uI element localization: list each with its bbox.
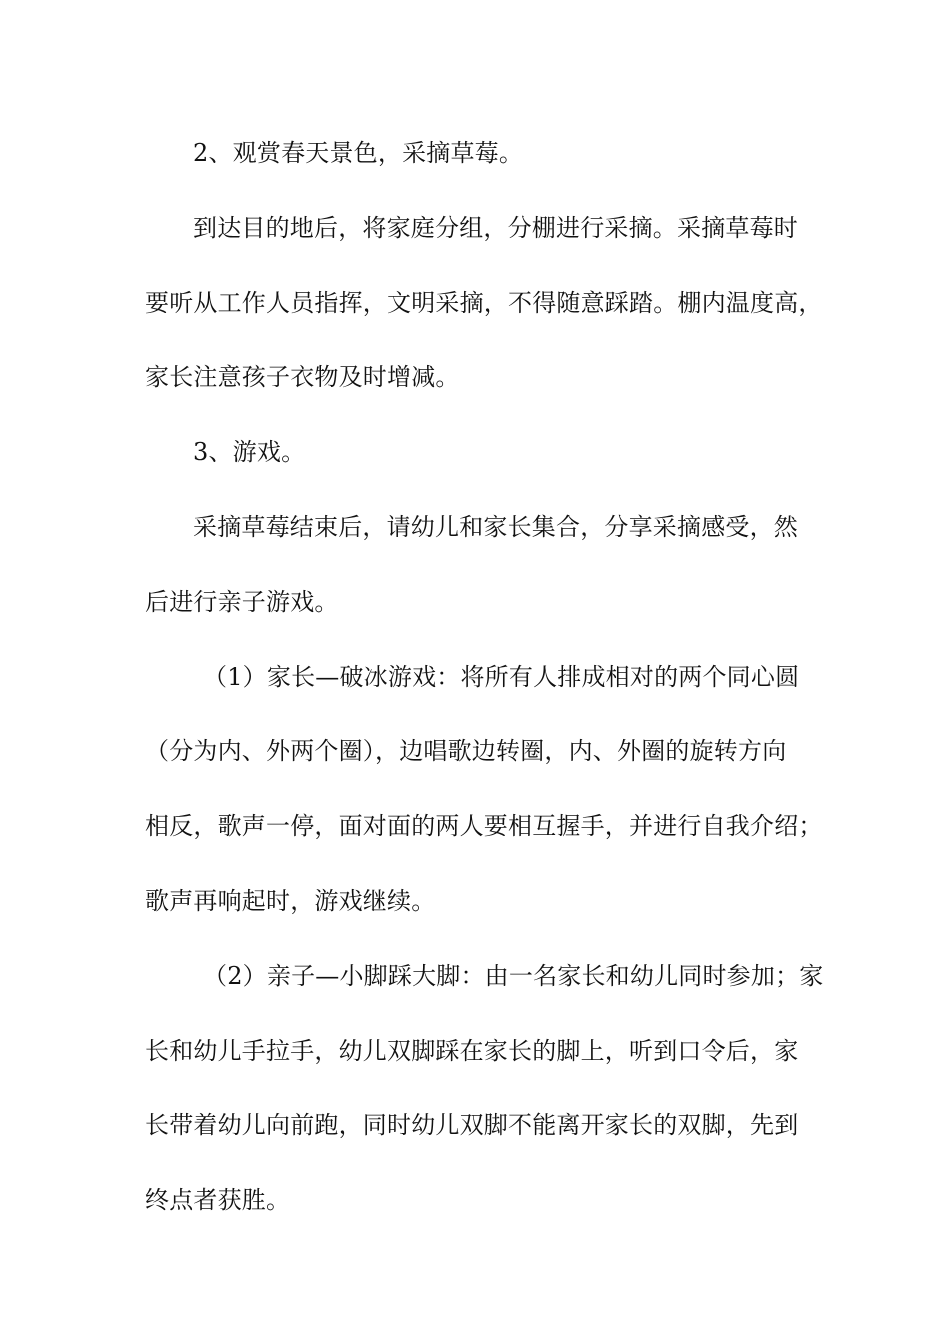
paragraph-line: 家长注意孩子衣物及时增减。 [145,363,460,392]
paragraph-line: 采摘草莓结束后，请幼儿和家长集合，分享采摘感受，然 [193,512,798,541]
document-body [145,131,824,1253]
paragraph-line: 长和幼儿手拉手，幼儿双脚踩在家长的脚上，听到口令后，家 [145,1036,799,1065]
paragraph-line: 长带着幼儿向前跑，同时幼儿双脚不能离开家长的双脚，先到 [145,1111,799,1140]
list-item-1: （1）家长—破冰游戏：将所有人排成相对的两个同心圆 [203,662,800,691]
list-item-2: （2）亲子—小脚踩大脚：由一名家长和幼儿同时参加；家 [203,961,824,990]
paragraph-line: （分为内、外两个圈），边唱歌边转圈，内、外圈的旋转方向 [145,737,787,766]
paragraph-line: 后进行亲子游戏。 [145,587,339,616]
section-heading-2: 2、观赏春天景色，采摘草莓。 [193,139,524,167]
section-heading-3: 3、游戏。 [193,438,306,467]
paragraph-line: 到达目的地后，将家庭分组，分棚进行采摘。采摘草莓时 [193,213,798,242]
paragraph-line: 终点者获胜。 [145,1186,291,1215]
paragraph-line: 要听从工作人员指挥，文明采摘，不得随意踩踏。棚内温度高， [145,288,823,317]
paragraph-line: 歌声再响起时，游戏继续。 [145,886,436,915]
paragraph-line: 相反，歌声一停，面对面的两人要相互握手，并进行自我介绍； [145,812,823,841]
